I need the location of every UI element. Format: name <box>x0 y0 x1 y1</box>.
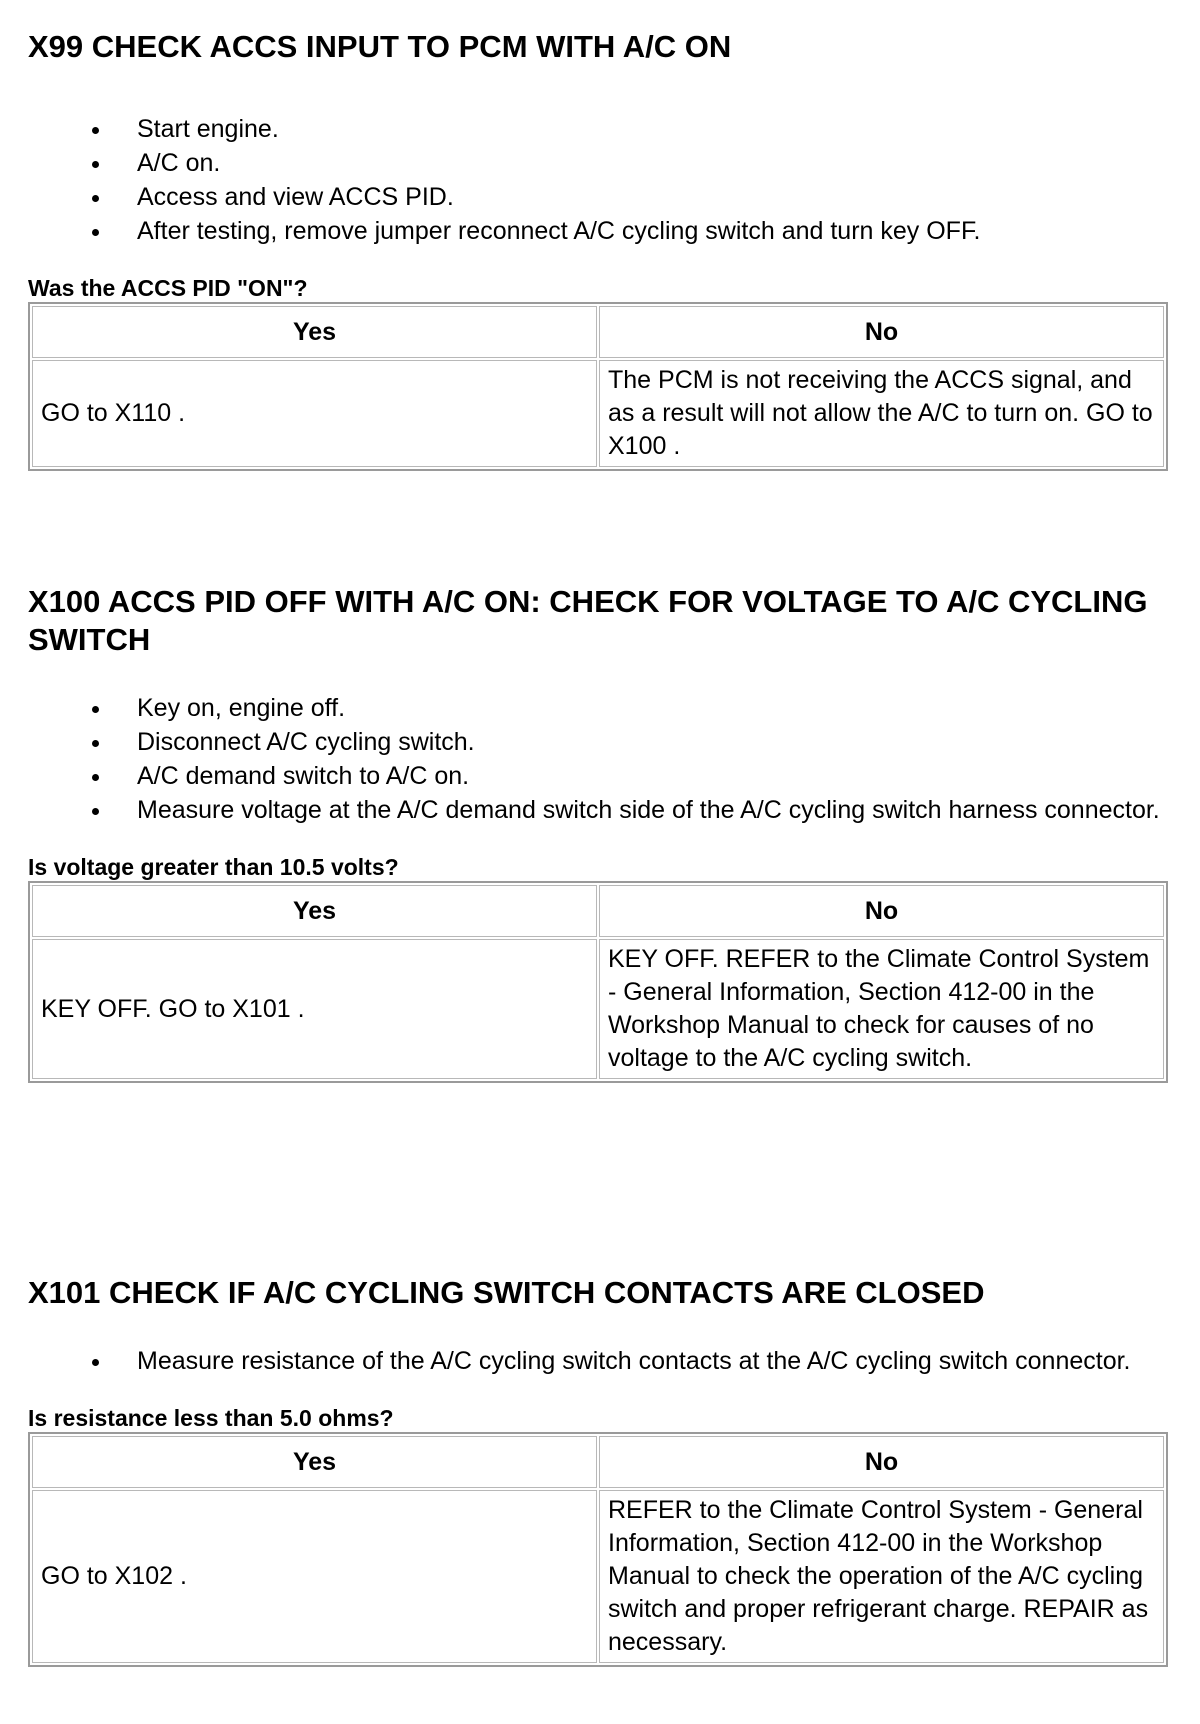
decision-table <box>28 302 1168 471</box>
no-header: No <box>599 1436 1164 1488</box>
step-list <box>28 112 1168 248</box>
question: Is resistance less than 5.0 ohms? <box>28 1405 394 1431</box>
list-item: Start engine. <box>28 112 1168 146</box>
section-x101 <box>28 1274 1168 1667</box>
list-item: Measure voltage at the A/C demand switch side of the A/C cycling switch harness connector. <box>28 793 1168 827</box>
no-header: No <box>599 306 1164 358</box>
list-item: A/C on. <box>28 146 1168 180</box>
list-item: Disconnect A/C cycling switch. <box>28 725 1168 759</box>
no-action: REFER to the Climate Control System - General Information, Section 412-00 in the Workshop Manual to check the operation of the A/C cycling switch and proper refrigerant charge. REPAIR as necessary. <box>599 1490 1164 1663</box>
list-item: After testing, remove jumper reconnect A/C cycling switch and turn key OFF. <box>28 214 1168 248</box>
yes-header: Yes <box>32 885 597 937</box>
no-action: The PCM is not receiving the ACCS signal, and as a result will not allow the A/C to turn on. GO to X100 . <box>599 360 1164 467</box>
section-title: X101 CHECK IF A/C CYCLING SWITCH CONTACTS ARE CLOSED <box>28 1275 985 1310</box>
question: Was the ACCS PID "ON"? <box>28 275 308 301</box>
no-header: No <box>599 885 1164 937</box>
decision-table <box>28 1432 1168 1667</box>
question: Is voltage greater than 10.5 volts? <box>28 854 399 880</box>
yes-header: Yes <box>32 306 597 358</box>
section-title: X99 CHECK ACCS INPUT TO PCM WITH A/C ON <box>28 29 732 64</box>
list-item: Key on, engine off. <box>28 691 1168 725</box>
yes-header: Yes <box>32 1436 597 1488</box>
no-action: KEY OFF. REFER to the Climate Control System - General Information, Section 412-00 in the Workshop Manual to check for causes of no voltage to the A/C cycling switch. <box>599 939 1164 1079</box>
list-item: Measure resistance of the A/C cycling switch contacts at the A/C cycling switch connector. <box>28 1344 1168 1378</box>
step-list <box>28 691 1168 827</box>
list-item: Access and view ACCS PID. <box>28 180 1168 214</box>
section-x99 <box>28 28 1168 471</box>
yes-action: KEY OFF. GO to X101 . <box>32 939 597 1079</box>
list-item: A/C demand switch to A/C on. <box>28 759 1168 793</box>
section-x100 <box>28 583 1168 1083</box>
section-title: X100 ACCS PID OFF WITH A/C ON: CHECK FOR VOLTAGE TO A/C CYCLING SWITCH <box>28 584 1148 657</box>
yes-action: GO to X102 . <box>32 1490 597 1663</box>
decision-table <box>28 881 1168 1083</box>
step-list <box>28 1344 1168 1378</box>
yes-action: GO to X110 . <box>32 360 597 467</box>
